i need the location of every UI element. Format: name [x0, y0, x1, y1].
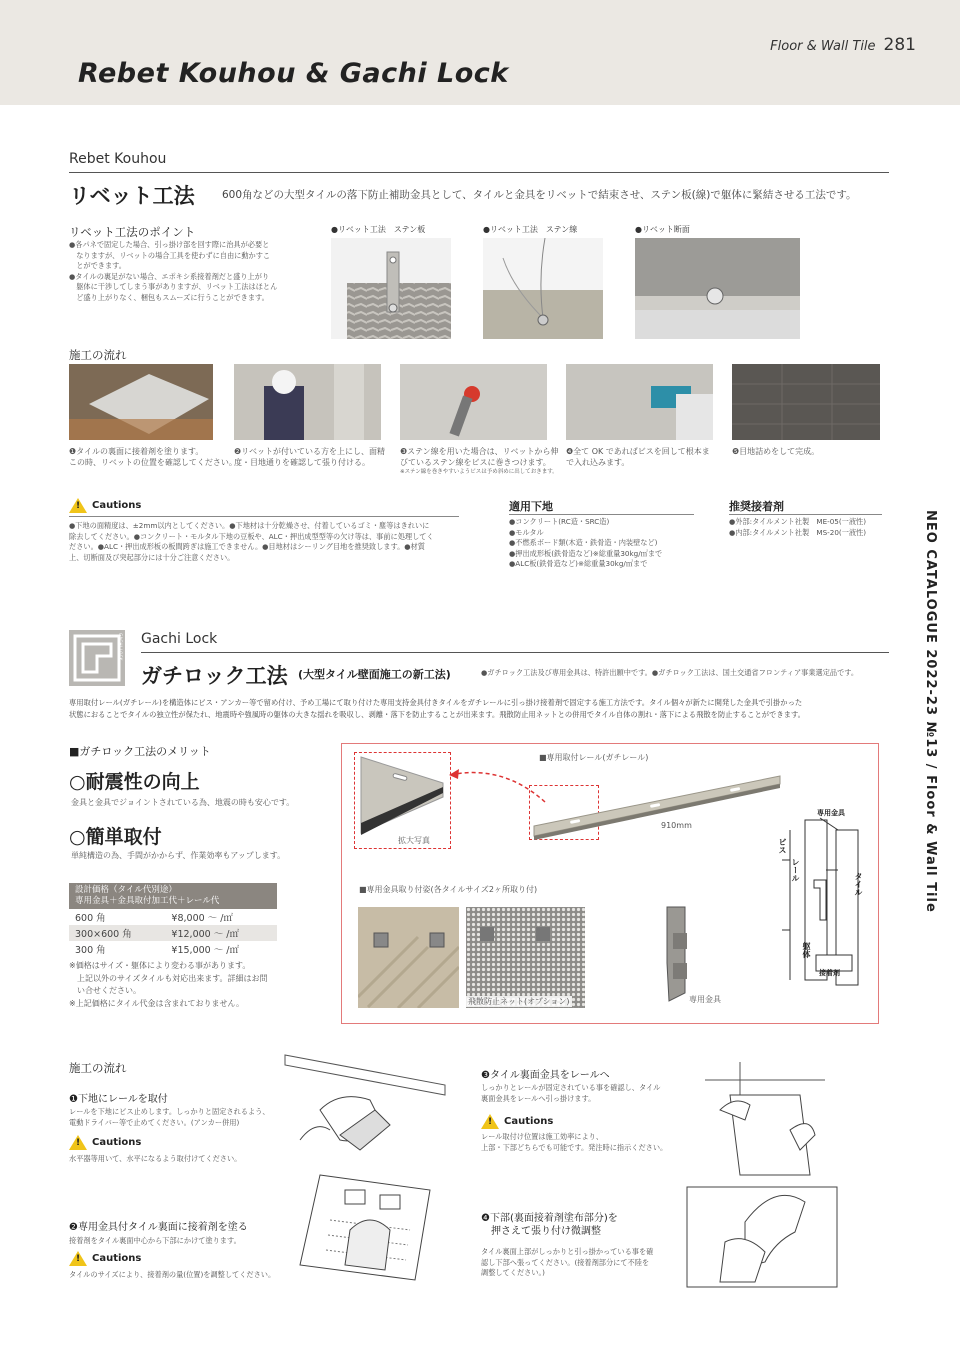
rebet-title-jp: リベット工法 — [69, 184, 195, 208]
rebet-cautions-text: ●下地の面精度は、±2mm以内としてください。●下地材は十分乾燥させ、付着しているゴミ・塵等はきれいに 除去してください。●コンクリート・モルタル下地の豆板や、ALC・押出成型型等の欠け等は、事前に処理してく ださい。●ALC・押出成形板の板間跨ぎは施工できません。●目地材はシーリング目地を推奨致します。●材質 上、切断面及び突起部分には十分ご注意ください。 — [69, 521, 434, 562]
step-2-caution-text: タイルのサイズにより、接着剤の量(位置)を調整してください。 — [69, 1270, 276, 1279]
flow-photo-5 — [732, 364, 880, 440]
rebet-points: ●各パネで固定した場合、引っ掛け部を回す際に治具が必要と なりますが、リベットの場合工具を使わずに自由に動かすこ とができます。 ●タイルの裏足がない場合、エポキシ系接着剤だと盛り上がり 躯体に干渉してしまう事がありますが、リベット工法はほとん ど盛り上がりなく、梱包もスムーズに行うことができます。 — [69, 240, 278, 302]
merit-2-text: 単純構造の為、手間がかからず、作業効率もアップします。 — [71, 851, 286, 860]
price-row: 300 角 ¥15,000 ～ /㎡ — [75, 945, 239, 956]
flow-caption-5: ❺目地詰めをして完成。 — [732, 447, 820, 456]
page-header — [770, 35, 916, 55]
step-3-illustration — [700, 1060, 830, 1180]
photo-rivet-wire — [483, 238, 603, 339]
step-2-title: ❷専用金具付タイル裏面に接着剤を塗る — [69, 1222, 248, 1233]
price-row: 300×600 角 ¥12,000 ～ /㎡ — [69, 925, 277, 941]
gachi-title-sub: (大型タイル壁面施工の新工法) — [298, 668, 451, 681]
step-2-text: 接着剤をタイル裏面中心から下部にかけて塗ります。 — [69, 1236, 241, 1245]
warning-icon: ! — [69, 498, 87, 513]
flow-caption-3: ❸ステン線を用いた場合は、リベットから伸 びているステン線をビスに巻きつけます。 ※ステン線を巻きやすいようビスは予め斜めに出しておきます。 — [400, 447, 559, 475]
warning-icon: ! — [69, 1251, 87, 1266]
gachi-rail-illustration — [530, 768, 785, 848]
page-number: 281 — [883, 35, 916, 55]
photo-rivet-plate — [331, 238, 451, 339]
zoom-label: 拡大写真 — [398, 836, 430, 845]
adhesive-divider — [729, 514, 882, 515]
gachi-title-jp: ガチロック工法 — [141, 664, 288, 688]
diagram-adhesive-label: 接着剤 — [819, 969, 840, 977]
warning-icon: ! — [69, 1135, 87, 1150]
rail-zoom-illustration — [355, 753, 449, 847]
merit-2-title: ○簡単取付 — [69, 826, 162, 848]
category-label: Floor & Wall Tile — [770, 39, 876, 54]
merit-1-text: 金具と金具でジョイントされている為、地震の時も安心です。 — [71, 798, 295, 807]
substrate-list: ●コンクリート(RC造・SRC造) ●モルタル ●不燃系ボード類(木造・鉄骨造・内装壁など) ●押出成形板(鉄骨造など)※総重量30kg/㎡まで ●ALC板(鉄骨造など)※総重量30kg/㎡まで — [509, 517, 663, 568]
bracket-label: 専用金具 — [689, 995, 721, 1004]
photo-rivet-section — [635, 238, 800, 339]
step-1-illustration — [280, 1050, 450, 1158]
rebet-description: 600角などの大型タイルの落下防止補助金具として、タイルと金具をリベットで結束させ、ステン板(線)で躯体に緊結させる工法です。 — [222, 189, 857, 201]
step-3-caution-text: レール取付け位置は施工効率により、 上部・下部どちらでも可能です。発注時に指示ください。 — [481, 1132, 668, 1152]
diagram-screw-label: ビス — [778, 838, 787, 854]
step-1-text: レールを下地にビス止めします。しっかりと固定されるよう、 電動ドライバー等で止めてください。(アンカー併用) — [69, 1107, 270, 1127]
step-2-caution-header: ! Cautions — [69, 1251, 141, 1266]
rail-label: ■専用取付レール(ガチレール) — [539, 753, 649, 762]
flow-photo-4 — [566, 364, 713, 440]
photo-caption-section: ●リベット断面 — [635, 225, 690, 234]
price-table — [69, 883, 277, 957]
step-1-title: ❶下地にレールを取付 — [69, 1094, 168, 1105]
side-catalogue-label: NEO CATALOGUE 2022-23 №13 / Floor & Wall Tile — [923, 510, 938, 913]
rail-length-label: 910mm — [661, 821, 692, 830]
flow-caption-1: ❶タイルの裏面に接着剤を塗ります。 この時、リベットの位置を確認してください。 — [69, 447, 237, 467]
warning-icon: ! — [481, 1114, 499, 1129]
rebet-divider — [69, 172, 889, 173]
photo-caption-wire: ●リベット工法 ステン線 — [483, 225, 578, 234]
gachi-flow-title: 施工の流れ — [69, 1061, 127, 1075]
adhesive-title: 推奨接着剤 — [729, 500, 784, 513]
step-3-caution-header: ! Cautions — [481, 1114, 553, 1129]
step-4-title: ❹下部(裏面接着剤塗布部分)を 押さえて張り付け微調整 — [481, 1213, 618, 1237]
gachi-section-title-en: Gachi Lock — [141, 631, 218, 647]
substrate-divider — [509, 514, 694, 515]
tile-back-photo — [358, 907, 459, 1008]
step-2-illustration — [290, 1170, 450, 1285]
diagram-tile-label: タイル — [854, 872, 863, 896]
price-row: 600 角 ¥8,000 ～ /㎡ — [75, 913, 233, 924]
diagram-rail-label: レール — [791, 858, 800, 882]
gachi-patent-note: ●ガチロック工法及び専用金具は、特許出願中です。●ガチロック工法は、国土交通省フロンティア事業選定品です。 — [481, 668, 859, 677]
tile-net-photo — [466, 907, 585, 1008]
step-4-illustration — [685, 1182, 845, 1292]
rebet-section-title-en: Rebet Kouhou — [69, 151, 167, 167]
bracket-illustration — [655, 903, 705, 1005]
page-title: Rebet Kouhou & Gachi Lock — [78, 58, 509, 89]
net-label: 飛散防止ネット(オプション) — [468, 997, 570, 1006]
photo-caption-plate: ●リベット工法 ステン板 — [331, 225, 426, 234]
diagram-body-label: 躯体 — [802, 942, 811, 958]
gachi-lock-logo — [69, 630, 125, 686]
gachi-description: 専用取付レール(ガチレール)を構造体にビス・アンカー等で留め付け、予め工場にて取り付けた専用支持金具付きタイルをガチレールに引っ掛け接着剤で固定する施工方法です。タイル個々が新たに開発した金具で引掛かった 状態におることでタイルの独立性が保たれ、地震時や強風時の躯体の大きな揺れを吸収し、剥離・落下を防止することが出来ます。飛散防止用ネットとの併用でタイル自体の割れ・落下による飛散を防止することができます。 — [69, 698, 805, 719]
flow-caption-4: ❹全て OK であればビスを回して根本ま で入れ込みます。 — [566, 447, 710, 467]
merit-1-title: ○耐震性の向上 — [69, 771, 200, 793]
step-3-text: しっかりとレールが固定されている事を確認し、タイル 裏面金具をレールへ引っ掛けます。 — [481, 1083, 661, 1103]
adhesive-list: ●外部:タイルメント社製 ME-05(一液性) ●内部:タイルメント社製 MS-20(一液性) — [729, 517, 867, 537]
fitting-label: ■専用金具取り付姿(各タイルサイズ2ヶ所取り付) — [359, 885, 538, 894]
flow-photo-3 — [400, 364, 547, 440]
flow-photo-1 — [69, 364, 213, 440]
step-3-title: ❸タイル裏面金具をレールへ — [481, 1070, 610, 1081]
rebet-points-title: リベット工法のポイント — [69, 225, 196, 239]
gachi-lock-logo-icon — [69, 630, 125, 686]
substrate-title: 適用下地 — [509, 500, 553, 513]
price-notes: ※価格はサイズ・躯体により変わる事があります。 上記以外のサイズタイルも対応出来ます。詳細はお問 い合せください。 ※上記価格にタイル代金は含まれておりません。 — [69, 961, 268, 1008]
rebet-flow-title: 施工の流れ — [69, 348, 127, 362]
step-1-caution-text: 水平器等用いて、水平になるよう取付けてください。 — [69, 1154, 242, 1163]
rivet-wire-illustration — [483, 238, 603, 339]
step-1-caution-header: ! Cautions — [69, 1135, 141, 1150]
flow-caption-2: ❷リベットが付いている方を上にし、面精 度・目地通りを確認して張り付ける。 — [234, 447, 386, 467]
gachi-logo-text: GACHI LOCK — [118, 633, 123, 661]
cautions-divider — [69, 516, 459, 517]
diagram-bracket-label: 専用金具 — [817, 809, 845, 817]
rivet-plate-illustration — [331, 238, 451, 339]
step-4-text: タイル裏面上部がしっかりと引っ掛かっている事を確 認し下部へ張ってください。(接着剤部分にて不陸を 調整してください。) — [481, 1247, 654, 1277]
merit-title: ■ガチロック工法のメリット — [69, 745, 211, 758]
rivet-section-illustration — [635, 238, 800, 339]
price-table-header: 設計価格（タイル代別途） 専用金具＋金具取付加工代＋レール代 — [69, 883, 277, 909]
flow-photo-2 — [234, 364, 381, 440]
gachi-divider — [141, 652, 889, 653]
rebet-cautions-header: ! Cautions — [69, 498, 141, 513]
